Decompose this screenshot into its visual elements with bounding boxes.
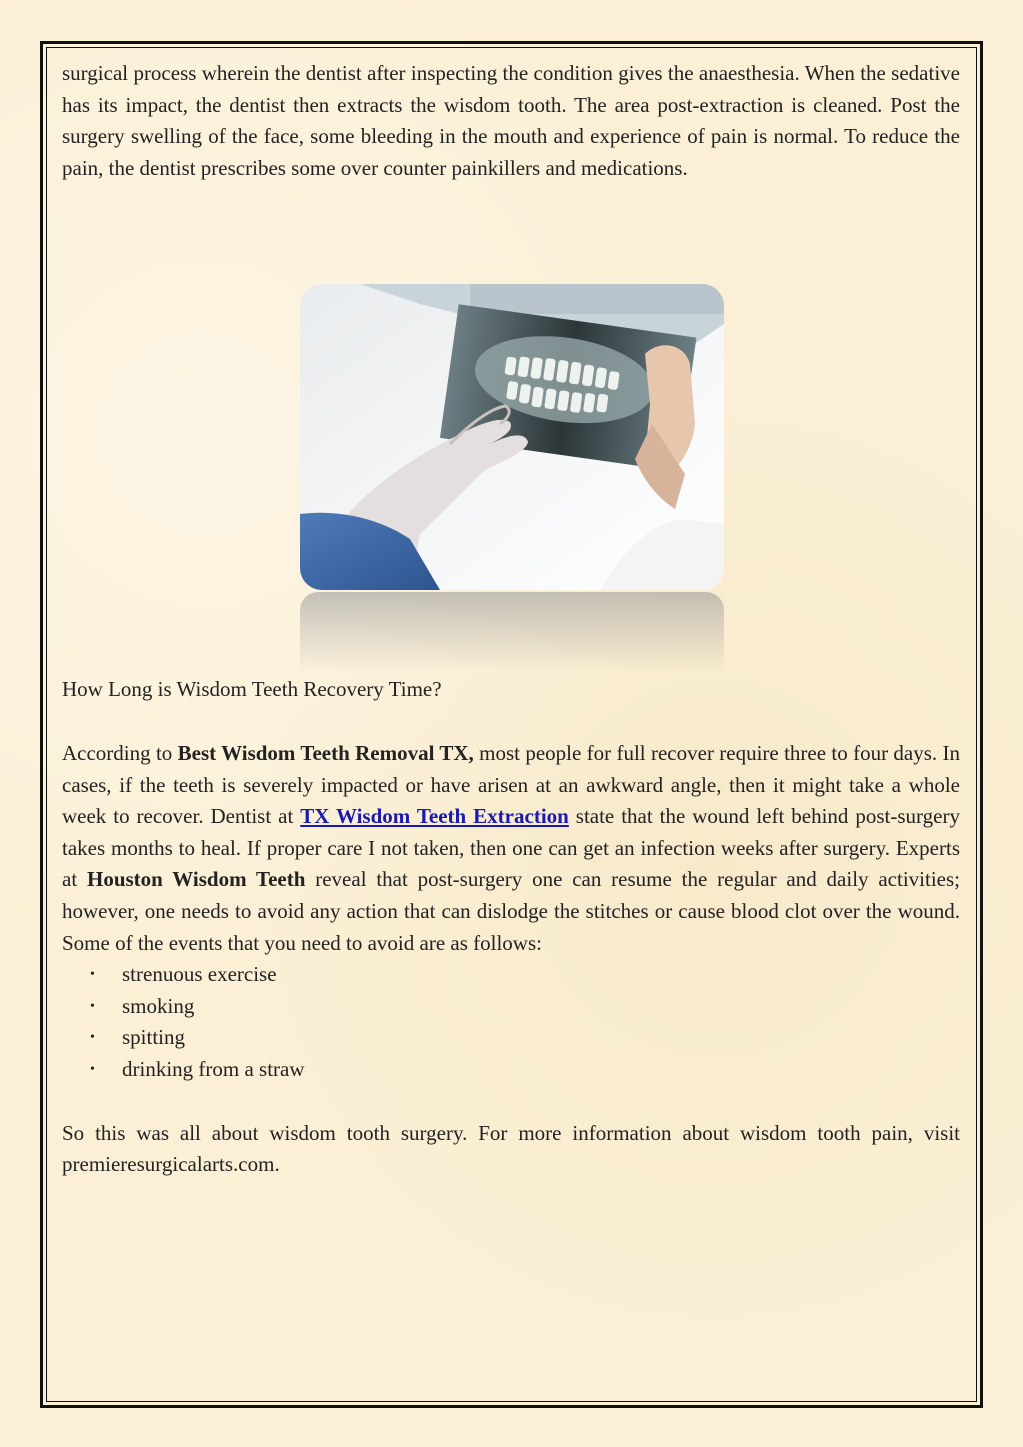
recovery-text-4: reveal that post-surgery one can resume the regular and daily activities; however, one needs to avoid any action that can dislodge the stitches or cause blood clot over the wound. Some of the events that you need to avoid are as follows: bbox=[62, 867, 960, 955]
avoid-list bbox=[62, 959, 960, 1085]
bullet-icon: • bbox=[90, 967, 95, 983]
image-spacer bbox=[62, 184, 960, 674]
list-item: • drinking from a straw bbox=[122, 1054, 960, 1086]
recovery-text-3: state that the wound left behind post-surgery takes months to heal. If proper care I not taken, then one can get an infection weeks after surgery. Experts at bbox=[62, 804, 960, 892]
intro-paragraph: surgical process wherein the dentist after inspecting the condition gives the anaesthesia. When the sedative has its impact, the dentist then extracts the wisdom tooth. The area post-extraction is cleaned. Post the surgery swelling of the face, some bleeding in the mouth and experience of pain is normal. To reduce the pain, the dentist prescribes some over counter painkillers and medications. bbox=[62, 61, 960, 180]
list-item: • smoking bbox=[122, 991, 960, 1023]
section-heading: How Long is Wisdom Teeth Recovery Time? bbox=[62, 677, 442, 702]
houston-wisdom-teeth: Houston Wisdom Teeth bbox=[86, 867, 306, 892]
bullet-icon: • bbox=[90, 998, 95, 1014]
best-wisdom-teeth-removal-tx: Best Wisdom Teeth Removal TX, bbox=[177, 740, 474, 765]
list-item: • strenuous exercise bbox=[122, 959, 960, 991]
list-item: • spitting bbox=[122, 1022, 960, 1054]
tx-wisdom-teeth-extraction-link[interactable]: TX Wisdom Teeth Extraction bbox=[300, 804, 569, 829]
recovery-text-2: most people for full recover require three to four days. In cases, if the teeth is severely impacted or have arisen at an awkward angle, then it might take a whole week to recover. Dentist at bbox=[62, 740, 960, 829]
bullet-icon: • bbox=[90, 1061, 95, 1077]
recovery-text-1: According to bbox=[62, 740, 178, 765]
document-body bbox=[62, 58, 960, 1181]
closing-paragraph: So this was all about wisdom tooth surgery. For more information about wisdom tooth pain, visit premieresurgicalarts.com. bbox=[62, 1120, 960, 1177]
bullet-icon: • bbox=[90, 1030, 95, 1046]
recovery-paragraph bbox=[62, 738, 960, 959]
